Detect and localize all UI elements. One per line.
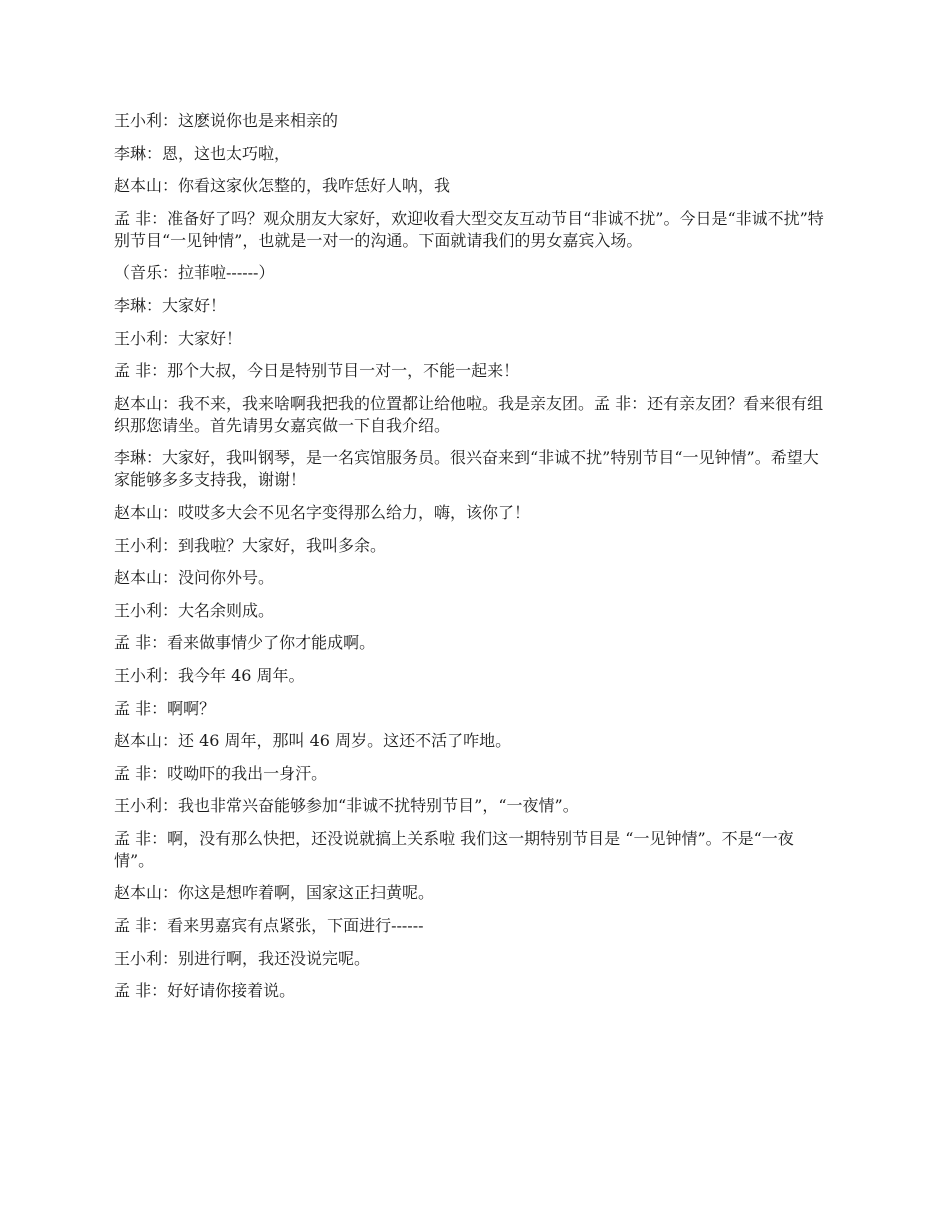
dialogue-line: 王小利：这麽说你也是来相亲的 [114, 111, 339, 130]
dialogue-line: 王小利：我今年 46 周年。 [114, 665, 305, 685]
dialogue-line: 赵本山：你看这家伙怎整的，我咋恁好人呐，我 [114, 176, 451, 196]
dialogue-line: 孟 非：啊啊？ [114, 698, 216, 718]
stage-direction: （音乐：拉菲啦------） [114, 263, 275, 283]
dialogue-line: 李琳：大家好！ [114, 295, 227, 315]
dialogue-line: 孟 非：看来男嘉宾有点紧张，下面进行------ [114, 916, 424, 936]
dialogue-line: 李琳：大家好，我叫钢琴，是一名宾馆服务员。很兴奋来到“非诚不扰”特别节目“一见钟情”。希望大家能够多多支持我，谢谢！ [114, 448, 819, 490]
dialogue-line: 王小利：别进行啊，我还没说完呢。 [114, 948, 371, 968]
dialogue-line: 孟 非：看来做事情少了你才能成啊。 [114, 633, 376, 653]
dialogue-line: 赵本山：我不来，我来啥啊我把我的位置都让给他啦。我是亲友团。孟 非：还有亲友团？看来很有组织那您请坐。首先请男女嘉宾做一下自我介绍。 [114, 393, 824, 435]
dialogue-line: 王小利：到我啦？大家好，我叫多余。 [114, 535, 387, 555]
dialogue-line: 孟 非：哎呦吓的我出一身汗。 [114, 763, 328, 783]
dialogue-line: 王小利：我也非常兴奋能够参加“非诚不扰特别节目”，“一夜情”。 [114, 796, 579, 816]
dialogue-line: 赵本山：还 46 周年，那叫 46 周岁。这还不活了咋地。 [114, 731, 512, 751]
dialogue-line: 赵本山：没问你外号。 [114, 568, 275, 588]
dialogue-line: 赵本山：哎哎多大会不见名字变得那么给力，嗨，该你了！ [114, 502, 531, 522]
dialogue-line: 赵本山：你这是想咋着啊，国家这正扫黄呢。 [114, 883, 435, 903]
dialogue-line: 李琳：恩，这也太巧啦， [114, 143, 291, 163]
dialogue-line: 孟 非：准备好了吗？观众朋友大家好，欢迎收看大型交友互动节目“非诚不扰”。今日是“非诚不扰”特别节目“一见钟情”，也就是一对一的沟通。下面就请我们的男女嘉宾入场。 [114, 208, 824, 250]
dialogue-line: 王小利：大家好！ [114, 328, 243, 348]
dialogue-line: 王小利：大名余则成。 [114, 600, 275, 620]
dialogue-line: 孟 非：好好请你接着说。 [114, 981, 296, 1001]
dialogue-line: 孟 非：啊，没有那么快把，还没说就搞上关系啦 我们这一期特别节目是 “一见钟情”。不是“一夜情”。 [114, 828, 794, 870]
dialogue-line: 孟 非：那个大叔，今日是特别节目一对一，不能一起来！ [114, 361, 520, 381]
